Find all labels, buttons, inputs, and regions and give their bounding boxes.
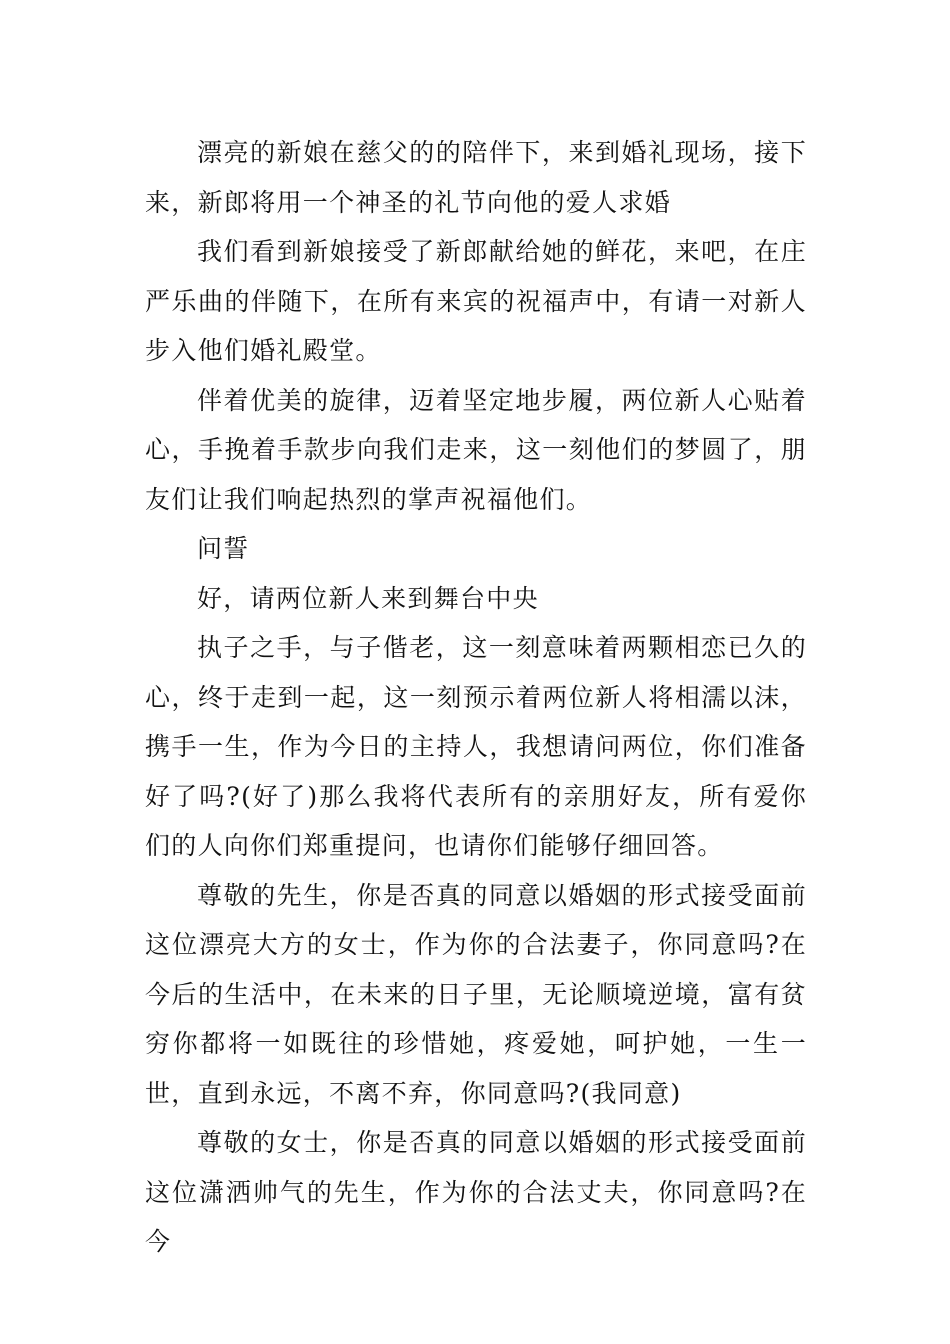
section-heading-vows: 问誓 xyxy=(197,534,250,563)
paragraph-7: 尊敬的先生，你是否真的同意以婚姻的形式接受面前这位漂亮大方的女士，作为你的合法妻子，你同意吗?在今后的生活中，在未来的日子里，无论顺境逆境，富有贫穷你都将一如既往的珍惜她，疼爱她，呵护她，一生一世，直到永远，不离不弃，你同意吗?(我同意) xyxy=(145,880,807,1108)
paragraph-8: 尊敬的女士，你是否真的同意以婚姻的形式接受面前这位潇洒帅气的先生，作为你的合法丈夫，你同意吗?在今 xyxy=(145,1128,807,1256)
document-body xyxy=(145,128,807,1267)
paragraph-3: 伴着优美的旋律，迈着坚定地步履，两位新人心贴着心，手挽着手款步向我们走来，这一刻他们的梦圆了，朋友们让我们响起热烈的掌声祝福他们。 xyxy=(145,385,807,514)
paragraph-6: 执子之手，与子偕老，这一刻意味着两颗相恋已久的心，终于走到一起，这一刻预示着两位新人将相濡以沫，携手一生，作为今日的主持人，我想请问两位，你们准备好了吗?(好了)那么我将代表所有的亲朋好友，所有爱你们的人向你们郑重提问，也请你们能够仔细回答。 xyxy=(145,633,807,860)
paragraph-1: 漂亮的新娘在慈父的的陪伴下，来到婚礼现场，接下来，新郎将用一个神圣的礼节向他的爱人求婚 xyxy=(145,138,807,217)
paragraph-2: 我们看到新娘接受了新郎献给她的鲜花，来吧，在庄严乐曲的伴随下，在所有来宾的祝福声中，有请一对新人步入他们婚礼殿堂。 xyxy=(145,237,807,365)
paragraph-5: 好，请两位新人来到舞台中央 xyxy=(197,583,539,613)
